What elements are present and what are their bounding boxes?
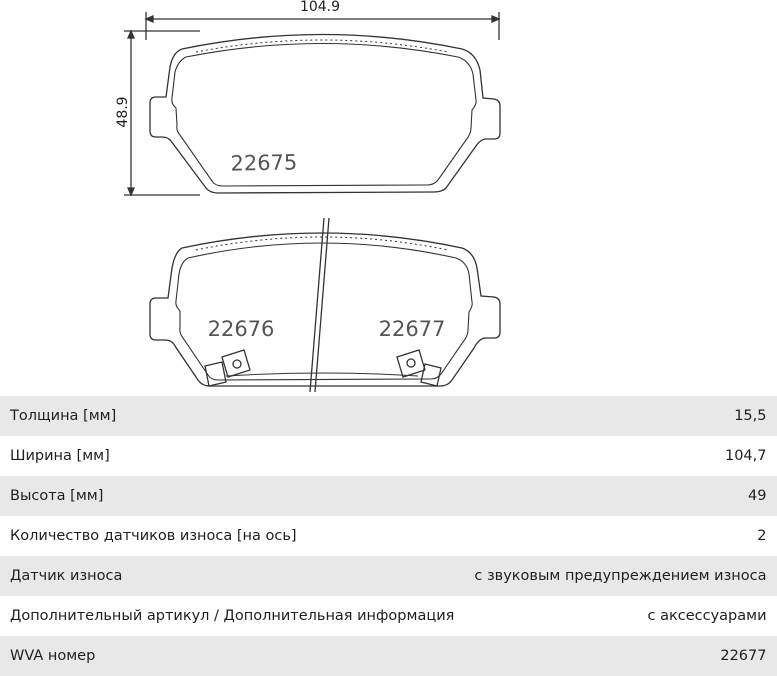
- spec-value: с аксессуарами: [464, 596, 776, 636]
- wear-sensor-right: [397, 350, 441, 386]
- height-dimension: [124, 31, 200, 195]
- brake-pad-drawing: [0, 0, 617, 396]
- top-pad-outline: [150, 35, 500, 194]
- width-label: 104.9: [299, 0, 341, 15]
- table-row: [0, 436, 777, 476]
- table-row: [0, 476, 777, 516]
- spec-value: 49: [464, 476, 776, 516]
- part-number-bottom-left: 22676: [207, 317, 275, 341]
- spec-value: 22677: [464, 636, 776, 676]
- width-dimension: [146, 12, 499, 40]
- spec-table: [0, 396, 777, 676]
- spec-value: с звуковым предупреждением износа: [464, 556, 776, 596]
- wear-sensor-left: [205, 350, 250, 386]
- table-row: [0, 596, 777, 636]
- spec-value: 104,7: [464, 436, 776, 476]
- spec-label: Толщина [мм]: [0, 396, 464, 436]
- spec-value: 2: [464, 516, 776, 556]
- height-label: 48.9: [115, 96, 131, 128]
- spec-label: WVA номер: [0, 636, 464, 676]
- part-number-bottom-right: 22677: [378, 317, 446, 341]
- spec-label: Дополнительный артикул / Дополнительная информация: [0, 596, 464, 636]
- spec-label: Высота [мм]: [0, 476, 464, 516]
- table-row: [0, 556, 777, 596]
- spec-label: Количество датчиков износа [на ось]: [0, 516, 464, 556]
- bottom-pad-outline: [150, 233, 500, 386]
- table-row: [0, 636, 777, 676]
- table-row: [0, 516, 777, 556]
- part-number-top: 22675: [230, 150, 298, 176]
- sensor-wire: [310, 218, 329, 392]
- spec-label: Датчик износа: [0, 556, 464, 596]
- table-row: [0, 396, 777, 436]
- spec-label: Ширина [мм]: [0, 436, 464, 476]
- spec-value: 15,5: [464, 396, 776, 436]
